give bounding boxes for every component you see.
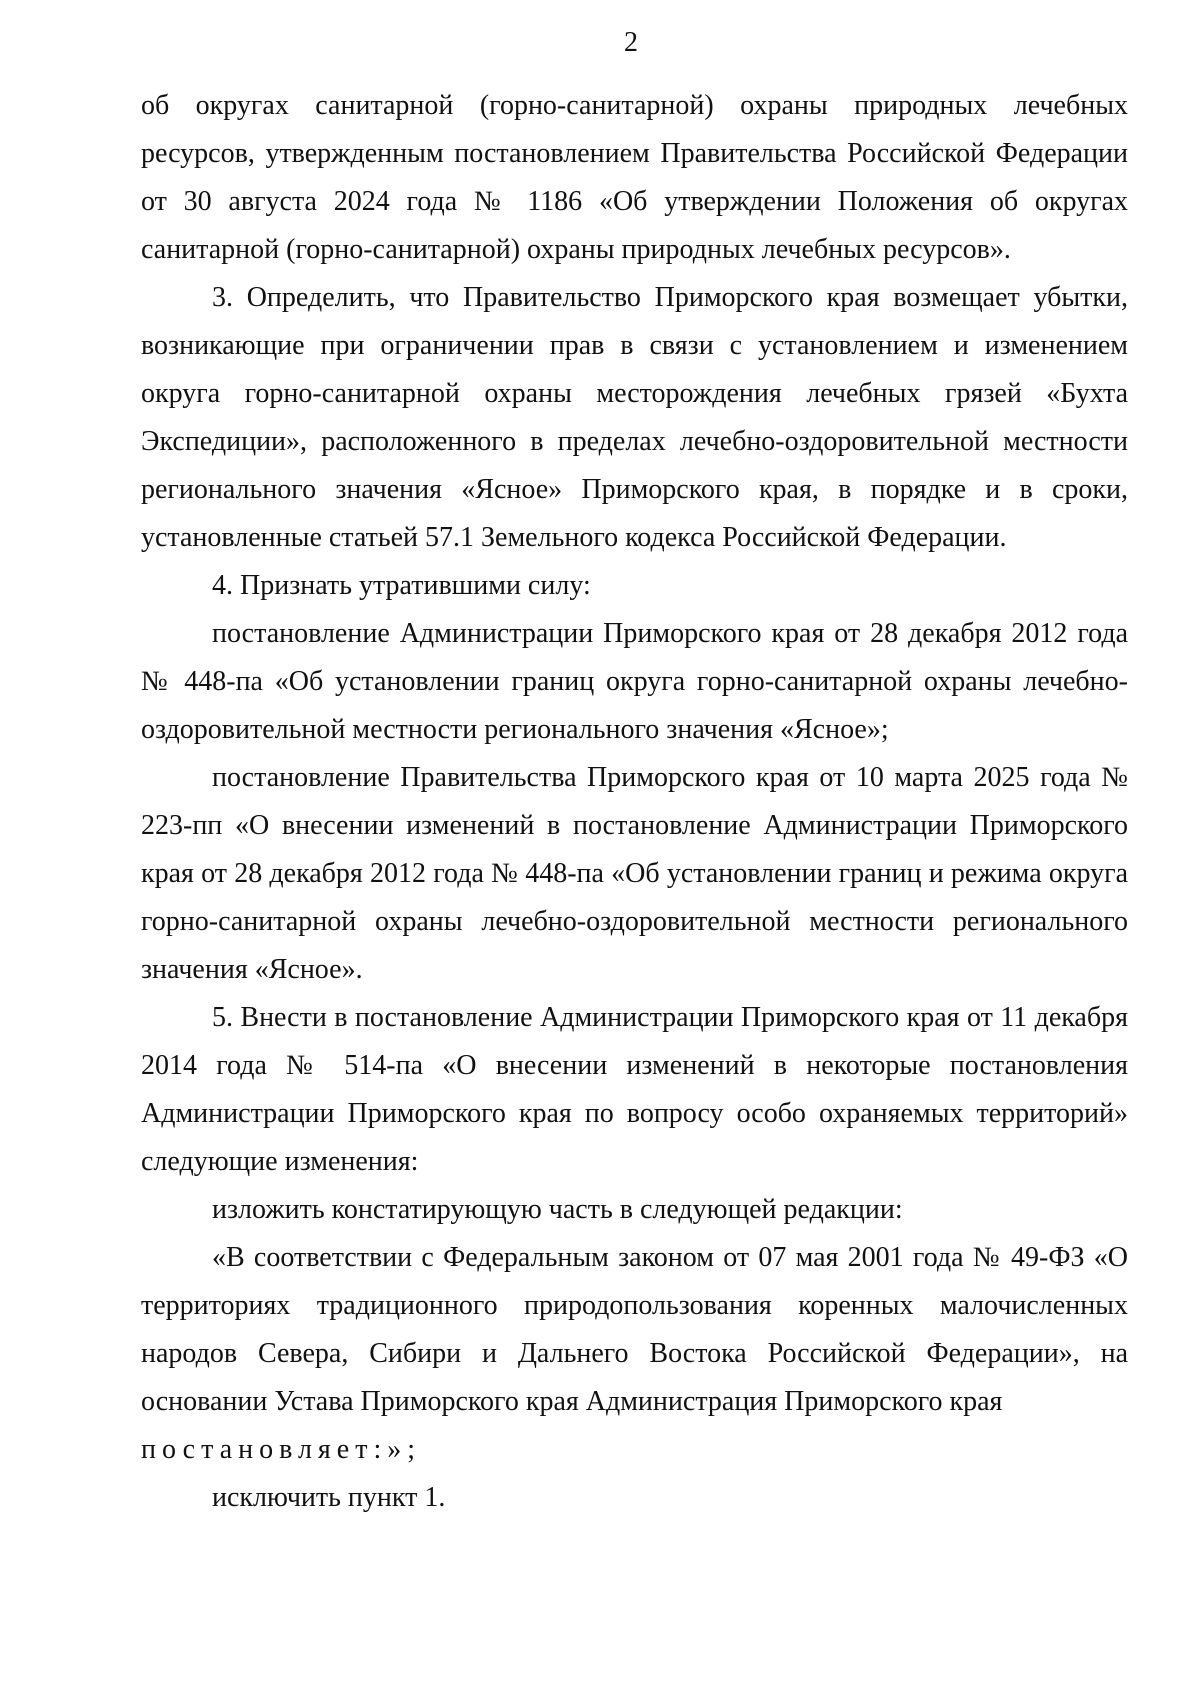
document-body: [141, 82, 1128, 1522]
paragraph-continuation: об округах санитарной (горно-санитарной) охраны природных лечебных ресурсов, утвержденным постановлением Правительства Российской Федерации от 30 августа 2024 года № 1186 «Об утверждении Положения об округах санитарной (горно-санитарной) охраны природных лечебных ресурсов».: [141, 90, 1128, 265]
paragraph-item-4-first-act: постановление Администрации Приморского края от 28 декабря 2012 года № 448-па «Об установлении границ округа горно-санитарной охраны лечебно-оздоровительной местности регионального значения «Ясное»;: [141, 618, 1128, 745]
paragraph-item-5-preamble-text: «В соответствии с Федеральным законом от 07 мая 2001 года № 49-ФЗ «О территориях традиционного природопользования коренных малочисленных народов Севера, Сибири и Дальнего Востока Российской Федерации», на основании Устава Приморского края Администрация Приморского края: [141, 1242, 1128, 1417]
paragraph-item-4: 4. Признать утратившими силу:: [212, 570, 591, 601]
paragraph-item-4-second-act: постановление Правительства Приморского края от 10 марта 2025 года № 223-пп «О внесении изменений в постановление Администрации Приморского края от 28 декабря 2012 года № 448-па «Об установлении границ и режима округа горно-санитарной охраны лечебно-оздоровительной местности регионального значения «Ясное».: [141, 762, 1128, 985]
paragraph-item-5-exclusion: исключить пункт 1.: [212, 1482, 446, 1513]
paragraph-item-5-decree-word: постановляет:»;: [141, 1434, 422, 1465]
paragraph-item-5-preamble-instruction: изложить констатирующую часть в следующей редакции:: [212, 1194, 903, 1225]
page-number: 2: [624, 27, 638, 58]
paragraph-item-5: 5. Внести в постановление Администрации Приморского края от 11 декабря 2014 года № 514-па «О внесении изменений в некоторые постановления Администрации Приморского края по вопросу особо охраняемых территорий» следующие изменения:: [141, 1002, 1128, 1177]
paragraph-item-3: 3. Определить, что Правительство Приморского края возмещает убытки, возникающие при ограничении прав в связи с установлением и изменением округа горно-санитарной охраны месторождения лечебных грязей «Бухта Экспедиции», расположенного в пределах лечебно-оздоровительной местности регионального значения «Ясное» Приморского края, в порядке и в сроки, установленные статьей 57.1 Земельного кодекса Российской Федерации.: [141, 282, 1128, 553]
